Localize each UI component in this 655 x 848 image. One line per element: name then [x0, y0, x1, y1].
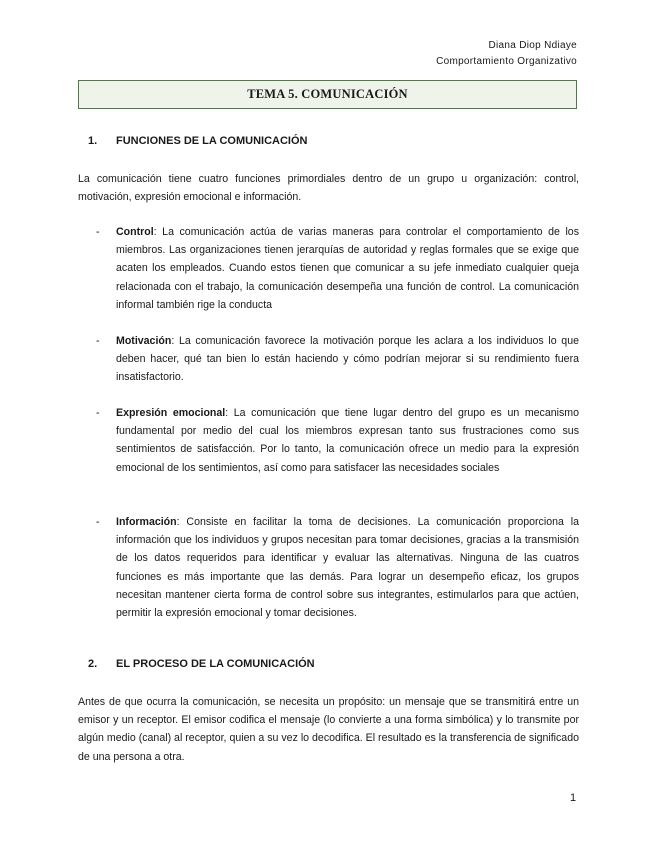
section-2-text: Antes de que ocurra la comunicación, se necesita un propósito: un mensaje que se transmitirá entre un emisor y un receptor. El emisor codifica el mensaje (lo convierte a una forma simbólica) y lo transmite por algún medio (canal) al receptor, quien a su vez lo decodifica. El resultado es la transferencia de significado de una persona a otra.	[78, 696, 579, 763]
section-2-title: EL PROCESO DE LA COMUNICACIÓN	[116, 658, 315, 670]
bullet-term: Información	[116, 516, 177, 528]
document-title: TEMA 5. COMUNICACIÓN	[247, 87, 408, 101]
section-2-heading	[88, 658, 315, 670]
section-1-number: 1.	[88, 135, 98, 147]
header-subject: Comportamiento Organizativo	[436, 56, 577, 67]
bullet-dash: -	[96, 516, 100, 528]
bullet-motivation	[96, 332, 579, 387]
bullet-text: : La comunicación actúa de varias maneras para controlar el comportamiento de los miembros. Las organizaciones tienen jerarquías de autoridad y reglas formales que se exige que acaten los empleados. Cuando estos tienen que comunicar a su jefe inmediato cualquier queja relacionada con el trabajo, la comunicación desempeña una función de control. La comunicación informal también rige la conducta	[116, 226, 579, 311]
bullet-term: Control	[116, 226, 154, 238]
document-title-box	[78, 80, 577, 109]
bullet-term: Motivación	[116, 335, 172, 347]
bullet-text: : Consiste en facilitar la toma de decisiones. La comunicación proporciona la información que los individuos y grupos necesitan para tomar decisiones, gracias a la transmisión de los datos requeridos para identificar y evaluar las alternativas. Ninguna de las cuatros funciones es más importante que las demás. Para lograr un desempeño eficaz, los grupos necesitan mantener cierta forma de control sobre sus integrantes, estimularlos para que actúen, permitir la expresión emocional y tomar decisiones.	[116, 516, 579, 620]
bullet-emotional-expression	[96, 404, 579, 477]
bullet-dash: -	[96, 226, 100, 238]
bullet-dash: -	[96, 335, 100, 347]
section-1-title: FUNCIONES DE LA COMUNICACIÓN	[116, 135, 308, 147]
section-1-heading	[88, 135, 307, 147]
section-2-number: 2.	[88, 658, 98, 670]
bullet-text: : La comunicación favorece la motivación porque les aclara a los individuos lo que deben hacer, qué tan bien lo están haciendo y cómo podrían mejorar si su rendimiento fuera insatisfactorio.	[116, 335, 579, 384]
bullet-information	[96, 513, 579, 622]
bullet-dash: -	[96, 407, 100, 419]
header-author: Diana Diop Ndiaye	[488, 40, 577, 51]
page-number: 1	[570, 792, 577, 804]
bullet-control	[96, 223, 579, 314]
bullet-text: : La comunicación que tiene lugar dentro del grupo es un mecanismo fundamental por medio del cual los miembros expresan tanto sus frustraciones como sus sentimientos de satisfacción. Por lo tanto, la comunicación ofrece un medio para la expresión emocional de los sentimientos, así como para satisfacer las necesidades sociales	[116, 407, 579, 474]
section-1-intro: La comunicación tiene cuatro funciones primordiales dentro de un grupo u organización: control, motivación, expresión emocional e información.	[78, 173, 579, 204]
page-header	[436, 38, 577, 70]
bullet-term: Expresión emocional	[116, 407, 226, 419]
